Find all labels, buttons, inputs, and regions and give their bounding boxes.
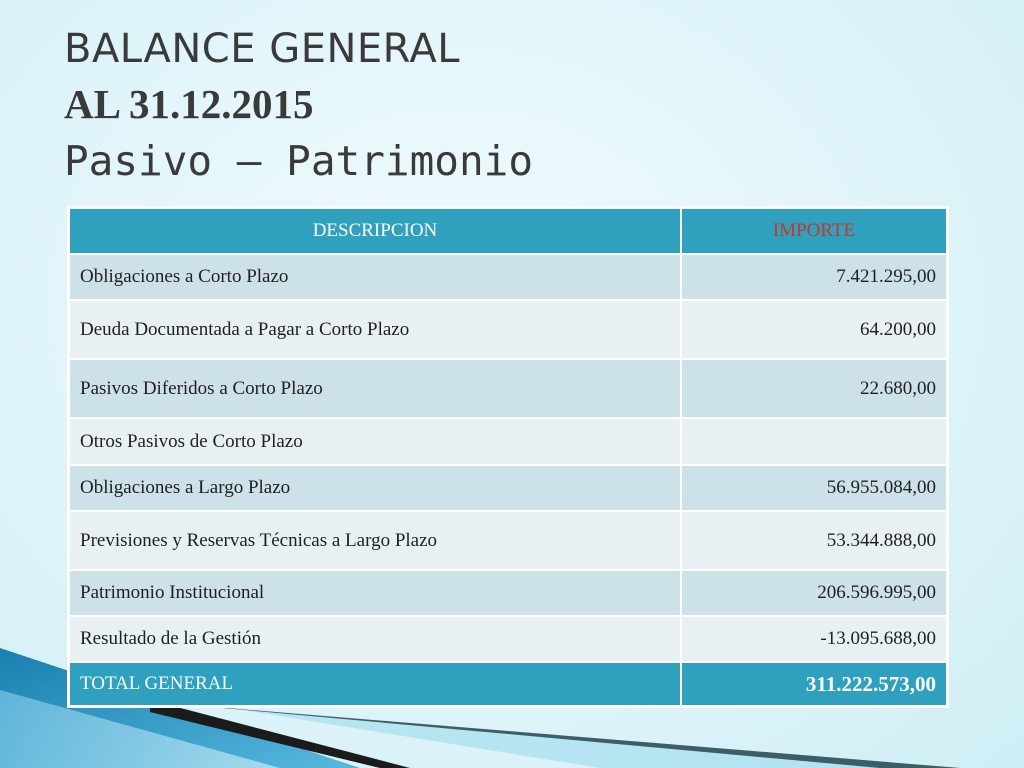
table-row	[69, 359, 947, 418]
header-descripcion: DESCRIPCION	[69, 208, 681, 254]
row-descripcion: Previsiones y Reservas Técnicas a Largo Plazo	[69, 511, 681, 570]
table-row	[69, 418, 947, 465]
row-importe: 206.596.995,00	[681, 570, 947, 616]
row-importe: -13.095.688,00	[681, 616, 947, 662]
row-importe: 7.421.295,00	[681, 254, 947, 300]
table-row	[69, 511, 947, 570]
row-importe: 56.955.084,00	[681, 465, 947, 511]
table-row	[69, 254, 947, 300]
total-importe: 311.222.573,00	[681, 662, 947, 706]
row-importe: 53.344.888,00	[681, 511, 947, 570]
row-importe: 64.200,00	[681, 300, 947, 359]
row-importe	[681, 418, 947, 465]
row-descripcion: Deuda Documentada a Pagar a Corto Plazo	[69, 300, 681, 359]
row-descripcion: Pasivos Diferidos a Corto Plazo	[69, 359, 681, 418]
header-importe: IMPORTE	[681, 208, 947, 254]
table-row	[69, 616, 947, 662]
total-label: TOTAL GENERAL	[69, 662, 681, 706]
table-row	[69, 570, 947, 616]
total-row	[69, 662, 947, 706]
row-descripcion: Obligaciones a Largo Plazo	[69, 465, 681, 511]
table-row	[69, 300, 947, 359]
title-line-3: Pasivo – Patrimonio	[64, 137, 533, 185]
title-line-2: AL 31.12.2015	[64, 81, 314, 127]
title-line-1: BALANCE GENERAL	[64, 26, 460, 72]
balance-table	[68, 207, 948, 707]
row-descripcion: Patrimonio Institucional	[69, 570, 681, 616]
row-importe: 22.680,00	[681, 359, 947, 418]
slide-title	[64, 22, 533, 190]
table-header-row	[69, 208, 947, 254]
row-descripcion: Otros Pasivos de Corto Plazo	[69, 418, 681, 465]
row-descripcion: Resultado de la Gestión	[69, 616, 681, 662]
table-row	[69, 465, 947, 511]
row-descripcion: Obligaciones a Corto Plazo	[69, 254, 681, 300]
